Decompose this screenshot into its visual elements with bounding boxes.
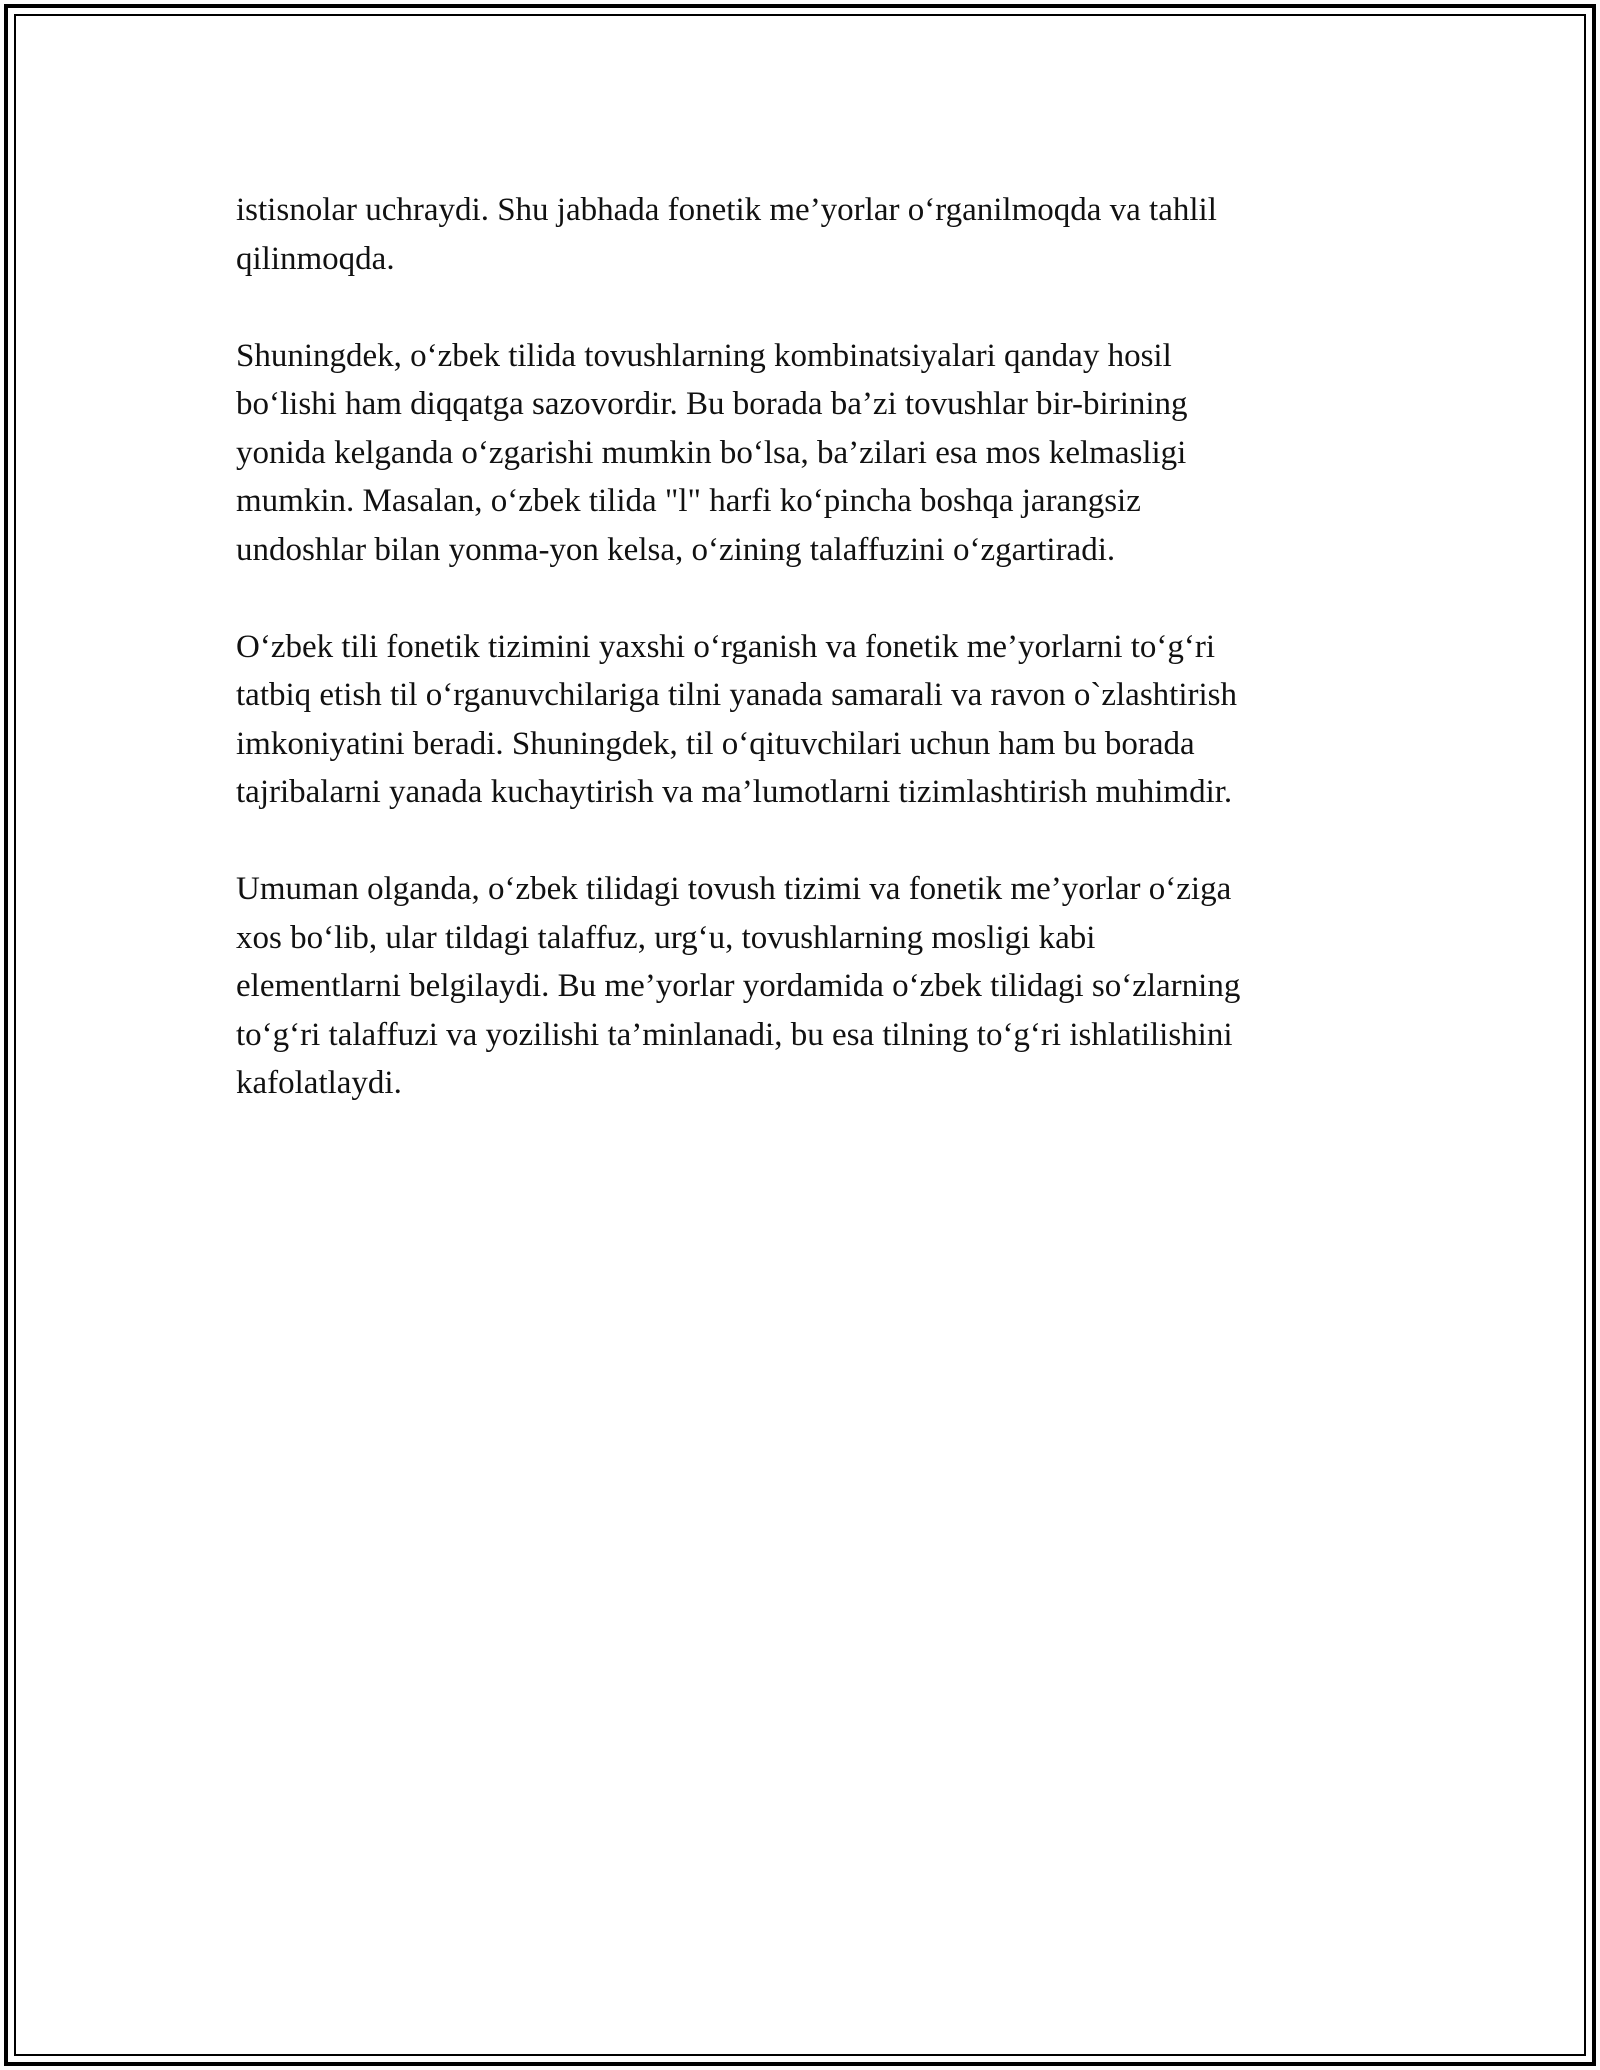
text-line: xos bo‘lib, ular tildagi talaffuz, urg‘u, tovushlarning mosligi kabi — [236, 919, 1096, 956]
paragraph-3 — [236, 623, 1366, 817]
text-line: tajribalarni yanada kuchaytirish va ma’lumotlarni tizimlashtirish muhimdir. — [236, 774, 1233, 810]
text-line: Shuningdek, o‘zbek tilida tovushlarning kombinatsiyalari qanday hosil — [236, 337, 1172, 374]
text-line: kafolatlaydi. — [236, 1065, 402, 1101]
paragraph-2 — [236, 332, 1366, 575]
text-line: yonida kelganda o‘zgarishi mumkin bo‘lsa, ba’zilari esa mos kelmasligi — [236, 434, 1187, 471]
text-line: to‘g‘ri talaffuzi va yozilishi ta’minlanadi, bu esa tilning to‘g‘ri ishlatilishini — [236, 1016, 1233, 1053]
text-line: undoshlar bilan yonma-yon kelsa, o‘zining talaffuzini o‘zgartiradi. — [236, 531, 1116, 568]
text-line: elementlarni belgilaydi. Bu me’yorlar yordamida o‘zbek tilidagi so‘zlarning — [236, 968, 1241, 1004]
text-line: imkoniyatini beradi. Shuningdek, til o‘qituvchilari uchun ham bu borada — [236, 725, 1195, 762]
paragraph-4 — [236, 865, 1366, 1108]
text-line: tatbiq etish til o‘rganuvchilariga tilni yanada samarali va ravon o`zlashtirish — [236, 677, 1238, 713]
text-line: bo‘lishi ham diqqatga sazovordir. Bu borada ba’zi tovushlar bir-birining — [236, 386, 1188, 422]
document-body — [236, 186, 1366, 1156]
text-line: Umuman olganda, o‘zbek tilidagi tovush tizimi va fonetik me’yorlar o‘ziga — [236, 871, 1232, 907]
text-line: O‘zbek tili fonetik tizimini yaxshi o‘rganish va fonetik me’yorlarni to‘g‘ri — [236, 628, 1216, 665]
text-line: mumkin. Masalan, o‘zbek tilida "l" harfi ko‘pincha boshqa jarangsiz — [236, 483, 1141, 519]
paragraph-1 — [236, 186, 1366, 283]
text-line: qilinmoqda. — [236, 240, 395, 277]
text-line: istisnolar uchraydi. Shu jabhada fonetik me’yorlar o‘rganilmoqda va tahlil — [236, 192, 1217, 228]
